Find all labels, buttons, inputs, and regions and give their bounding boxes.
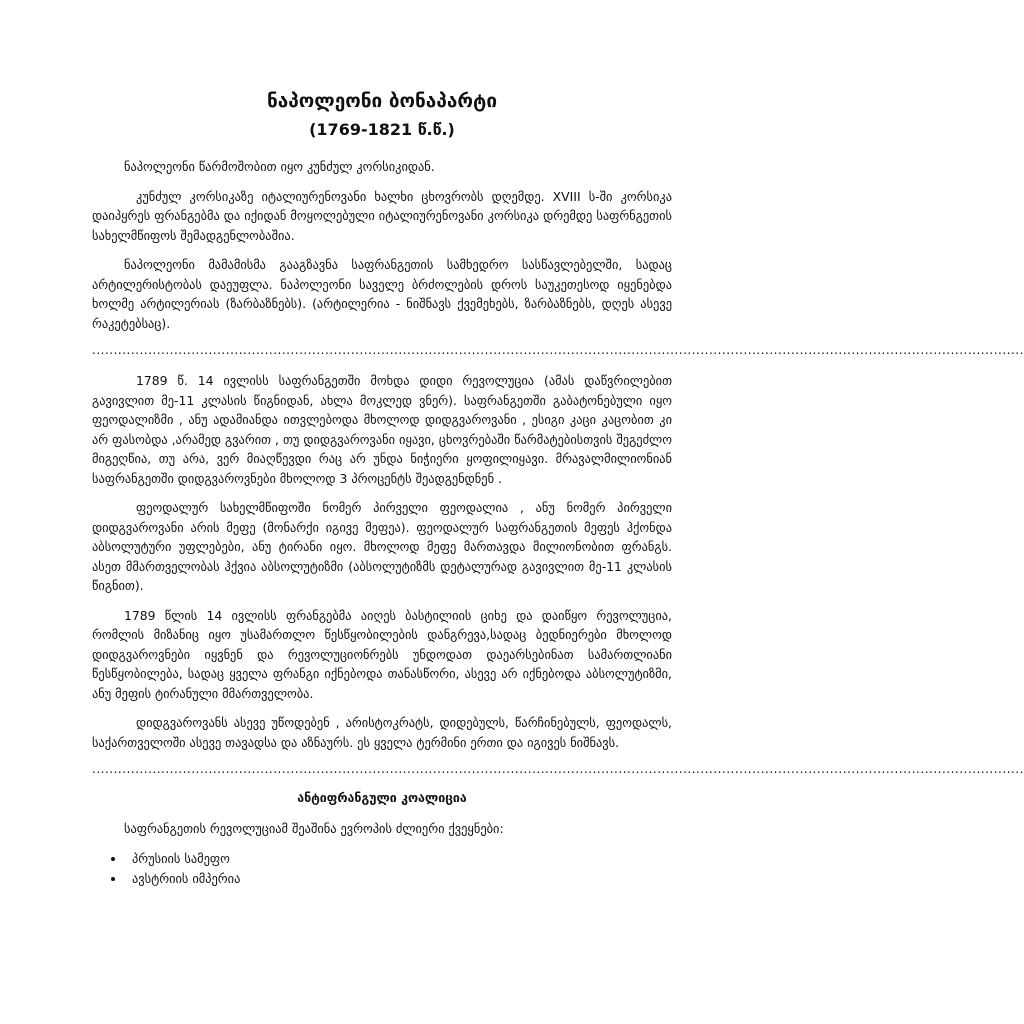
section-title: ანტიფრანგული კოალიცია	[297, 790, 467, 805]
paragraph-origin: ნაპოლეონი წარმოშობით იყო კუნძულ კორსიკიდან.	[124, 159, 435, 174]
paragraph-europe: საფრანგეთის რევოლუციამ შეაშინა ევროპის ძლიერი ქვეყნები:	[124, 821, 504, 836]
document-subtitle: (1769-1821 წ.წ.)	[309, 120, 455, 139]
list-item: • პრუსიის სამეფო	[126, 849, 672, 869]
paragraph-nobility-terms: დიდგვაროვანს ასევე უწოდებენ , არისტოკრატს, დიდებულს, წარჩინებულს, ფეოდალს, საქართველოში ასევე თავადსა და აზნაურს. ეს ყველა ტერმინი ერთი და იგივეს ნიშნავს.	[92, 715, 672, 750]
paragraph-bastille: 1789 წლის 14 ივლისს ფრანგებმა აიღეს ბასტილიის ციხე და დაიწყო რევოლუცია, რომლის მიზანიც იყო უსამართლო წესწყობილების დანგრევა,სადაც ბედნიერები მხოლოდ დიდგვაროვნები იყვნენ და რევოლუციონრებს უნდოდათ დაეარსებინათ სამართლიანი წესწყობილება, სადაც ყველა ფრანგი იქნებოდა თანასწორი, ასევე არ იქნებოდა აბსოლუტიზმი, ანუ მეფის ტირანული მმართველობა.	[92, 607, 672, 701]
paragraph-artillery: ნაპოლეონი მამამისმა გააგზავნა საფრანგეთის სამხედრო სასწავლებელში, სადაც არტილერისტობას დაეუფლა. ნაპოლეონი საველე ბრძოლების დროს საუკეთესოდ იყენებდა ხოლმე არტილერიას (ზარბაზნებს). (არტილერია - ნიშნავს ქვემეხებს, ზარბაზნებს, დღეს ასევე რაკეტებსაც).	[92, 257, 672, 331]
separator-line-2: ........................................................................................................................................................................................................................	[92, 762, 1024, 776]
countries-list	[92, 849, 672, 889]
paragraph-corsica: კუნძულ კორსიკაზე იტალიურენოვანი ხალხი ცხოვრობს დღემდე. XVIII ს-ში კორსიკა დაიპყრეს ფრანგებმა და იქიდან მოყოლებული იტალიურენოვანი კორსიკა დრემდე საფრნგეთის სახელმწიფოს შემადგენლობაშია.	[92, 188, 672, 243]
list-item: • ავსტრიის იმპერია	[126, 869, 672, 889]
separator-line: ........................................................................................................................................................................................................................	[92, 343, 1024, 357]
paragraph-revolution: 1789 წ. 14 ივლისს საფრანგეთში მოხდა დიდი რევოლუცია (ამას დაწვრილებით გავივლით მე-11 კლასის წიგნიდან, ახლა მოკლედ ვნერ). საფრანგეთში გაბატონებული იყო ფეოდალიზმი , ანუ ადამიანდა ითვლებოდა მხოლოდ დიდგვაროვანი , ესიგი კაცი კაცობით კი არ ფასობდა ,არამედ გვარით , თუ დიდგვაროვანი იყავი, ცხოვრებაში წარმატებისთვის შეგეძლო მიგეღწია, თუ არა, ვერ მიაღწევდი რაც არ უნდა ნიჭიერი ყოფილიყავი. მრავალმილიონიან საფრანგეთში დიდგვაროვნები მხოლოდ 3 პროცენტს შეადგენდნენ .	[92, 373, 672, 486]
paragraph-feudal-state: ფეოდალურ სახელმწიფოში ნომერ პირველი ფეოდალია , ანუ ნომერ პირველი დიდგვაროვანი არის მეფე (მონარქი იგივე მეფეა). ფეოდალურ საფრანგეთის მეფეს ჰქონდა აბსოლუტური უფლებები, ანუ ტირანი იყო. მხოლოდ მეფე მართავდა მილიონობით ფრანგს. ასეთ მმართველობას ჰქვია აბსოლუტიზმი (აბსოლუტიზმს დეტალურად გავივლით მე-11 კლასის წიგნით).	[92, 500, 672, 593]
document-title: ნაპოლეონი ბონაპარტი	[266, 90, 498, 112]
